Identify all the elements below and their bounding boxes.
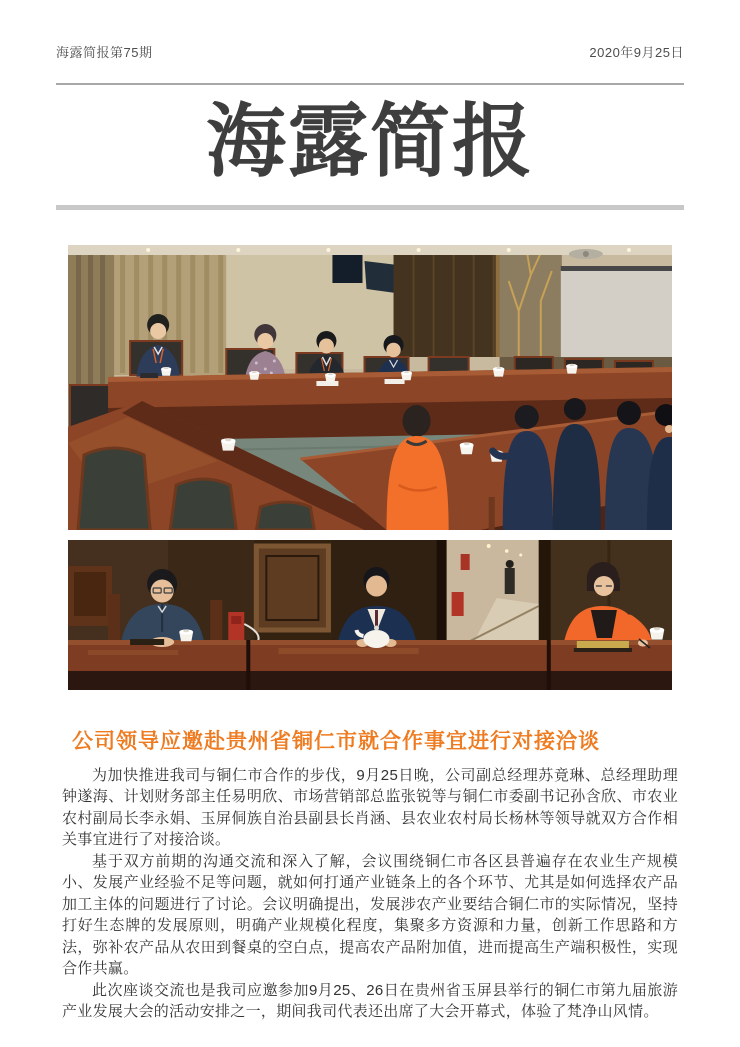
- ceiling-lamp-icon: [569, 249, 603, 259]
- paragraph-3: 此次座谈交流也是我司应邀参加9月25、26日在贵州省玉屏县举行的铜仁市第九届旅游产业发展大会的活动安排之一，期间我司代表还出席了大会开幕式，体验了梵净山风情。: [62, 981, 678, 1021]
- distant-person: [505, 560, 515, 594]
- chair-frame: [108, 594, 120, 644]
- delegates-photo: [68, 540, 672, 690]
- paragraph-2: 基于双方前期的沟通交流和深入了解，会议围绕铜仁市各区县普遍存在农业生产规模小、发展产业经验不足等问题，就如何打通产业链条上的各个环节、尤其是如何选择农产品加工主体的问题进行了讨论。会议明确提出，发展涉农产业要结合铜仁市的实际情况，坚持打好生态牌的发展原则，明确产业规模化程度，集聚多方资源和力量，创新工作思路和方法，弥补农产品从农田到餐桌的空白点，提高农产品附加值，进而提高生产端积极性，实现合作共赢。: [62, 852, 678, 978]
- meeting-room-illustration: [68, 245, 672, 530]
- side-cabinet-left: [68, 566, 112, 626]
- meeting-room-photo: [68, 245, 672, 530]
- article-headline: 公司领导应邀赴贵州省铜仁市就合作事宜进行对接洽谈: [72, 729, 600, 753]
- decor-panel: [500, 245, 562, 363]
- paragraph-1: 为加快推进我司与铜仁市合作的步伐，9月25日晚，公司副总经理苏竟琳、总经理助理钟遂海、计划财务部主任易明欣、市场营销部总监张锐等与铜仁市委副书记孙含欣、市农业农村副局长李永娟、玉屏侗族自治县副县长肖涵、县农业农村局长杨林等领导就双方合作相关事宜进行了对接洽谈。: [62, 766, 678, 849]
- issue-label: 海露简报第75期: [56, 45, 153, 60]
- masthead-title: 海露简报: [206, 97, 534, 186]
- date-label: 2020年9月25日: [589, 45, 684, 60]
- wall-tv: [332, 253, 362, 283]
- article-body: [62, 765, 678, 1023]
- fire-extinguisher-box: [228, 612, 244, 640]
- header-divider: [56, 83, 684, 85]
- wood-panel: [394, 245, 500, 357]
- projector-screen: [561, 270, 672, 358]
- masthead-divider: [56, 205, 684, 210]
- delegates-illustration: [68, 540, 672, 690]
- page-header: [56, 0, 684, 61]
